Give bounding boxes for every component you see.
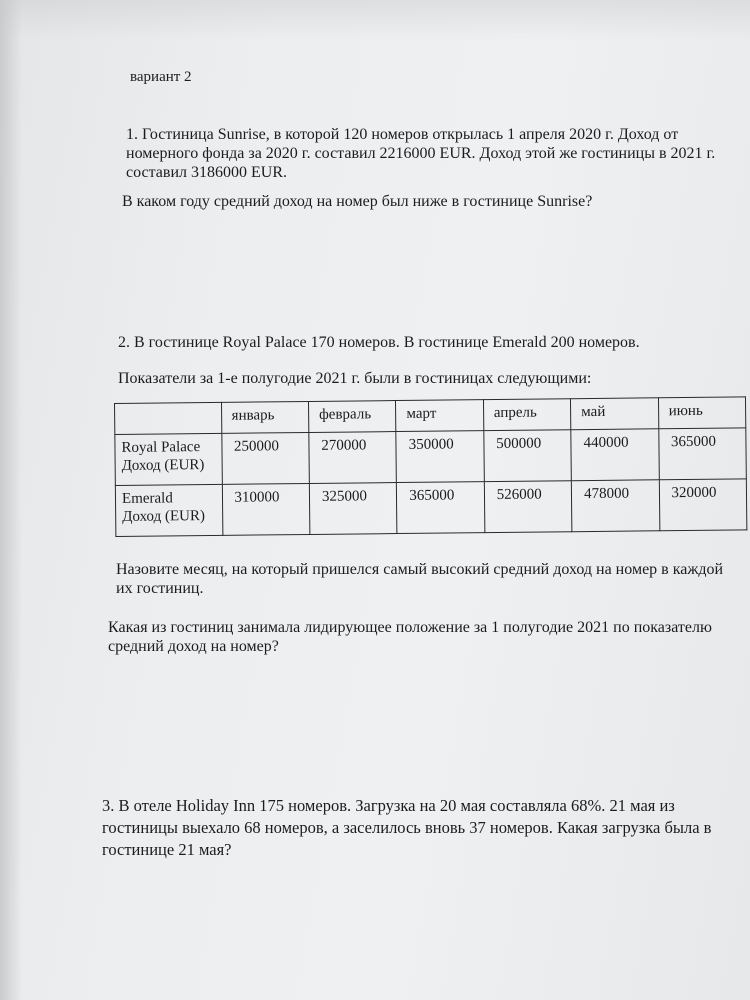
table-cell: 350000	[396, 431, 484, 483]
task-line: Назовите месяц, на который пришелся самый высокий средний доход на номер в каждой	[116, 561, 724, 578]
row-label-cell	[115, 484, 222, 536]
table-cell: 310000	[222, 483, 310, 535]
table-cell: 440000	[571, 429, 659, 481]
table-header-cell: январь	[221, 401, 309, 433]
question-2-task-2	[108, 618, 712, 656]
task-line: их гостиниц.	[116, 580, 204, 597]
table-cell: 478000	[571, 480, 659, 532]
row-label-metric: Доход (EUR)	[121, 457, 205, 474]
table-cell: 365000	[397, 482, 485, 534]
question-1-ask: В каком году средний доход на номер был ниже в гостинице Sunrise?	[122, 193, 593, 210]
question-1-line: номерного фонда за 2020 г. составил 2216000 EUR. Доход этой же гостиницы в 2021 г.	[126, 145, 716, 162]
row-label-cell	[115, 433, 222, 485]
table-cell: 250000	[221, 432, 309, 484]
question-2-intro: 2. В гостинице Royal Palace 170 номеров. В гостинице Emerald 200 номеров.	[118, 334, 640, 351]
row-label-metric: Доход (EUR)	[122, 508, 206, 525]
table-header-cell: май	[571, 398, 659, 430]
table-cell: 270000	[309, 432, 397, 484]
revenue-table	[114, 396, 747, 537]
table-header-cell: июнь	[658, 397, 746, 429]
question-1-line: составил 3186000 EUR.	[126, 164, 287, 181]
table-row	[115, 479, 746, 537]
table-header-cell: март	[396, 400, 484, 432]
table-cell: 526000	[484, 481, 572, 533]
row-label-hotel: Royal Palace	[121, 439, 201, 456]
table-cell: 320000	[659, 479, 747, 531]
task-line: Какая из гостиниц занимала лидирующее положение за 1 полугодие 2021 по показателю	[108, 619, 712, 636]
question-2-task-1	[116, 560, 723, 598]
table-cell: 500000	[484, 430, 572, 482]
question-2-lead: Показатели за 1-е полугодие 2021 г. были в гостиницах следующими:	[118, 370, 592, 387]
table-cell: 365000	[658, 428, 746, 480]
question-1-text	[126, 125, 715, 182]
question-1-line: 1. Гостиница Sunrise, в которой 120 номеров открылась 1 апреля 2020 г. Доход от	[126, 126, 679, 143]
row-label-hotel: Emerald	[121, 490, 173, 507]
variant-heading: вариант 2	[130, 69, 192, 85]
table-header-cell	[115, 402, 222, 434]
table-row	[115, 428, 746, 486]
question-3-line: гостинице 21 мая?	[102, 840, 232, 859]
question-3-line: гостиницы выехало 68 номеров, а заселилось вновь 37 номеров. Какая загрузка была в	[102, 818, 712, 837]
table-header-cell: апрель	[483, 399, 571, 431]
task-line: средний доход на номер?	[108, 638, 279, 655]
question-3-line: 3. В отеле Holiday Inn 175 номеров. Загрузка на 20 мая составляла 68%. 21 мая из	[102, 796, 675, 815]
table-cell: 325000	[309, 483, 397, 535]
table-header-cell: февраль	[308, 401, 396, 433]
question-3-text	[102, 795, 711, 861]
